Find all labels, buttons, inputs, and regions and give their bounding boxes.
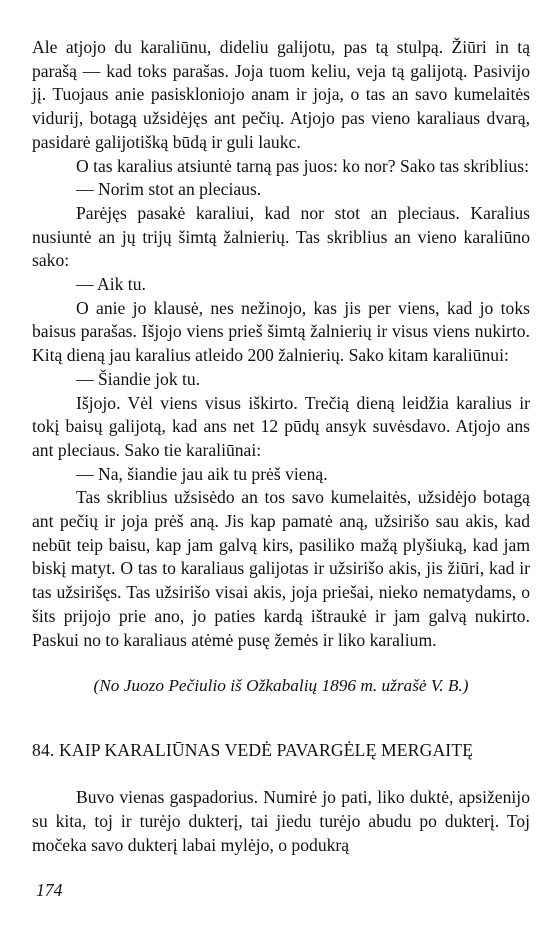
paragraph: O anie jo klausė, nes nežinojo, kas jis per viens, kad jo toks baisus parašas. Išjojo viens prieš šimtą žalnierių ir visus viens nukirto. Kitą dieną jau karalius atleido 200 žalnierių. Sako kitam karaliūnui: [32,297,530,366]
page-number: 174 [36,880,63,900]
dialogue-line: — Šiandie jok tu. [76,368,201,389]
paragraph: Buvo vienas gaspadorius. Numirė jo pati, liko duktė, apsiženijo su kita, toj ir turėjo dukterį, tai jiedu turėjo abudu po dukterį. Toj močeka savo dukterį labai mylėjo, o podukrą [32,787,530,855]
source-note: (No Juozo Pečiulio iš Ožkabalių 1896 m. užrašė V. B.) [93,676,469,696]
dialogue-line: — Na, šiandie jau aik tu prėš vieną. [76,463,328,484]
dialogue-line: — Aik tu. [76,274,146,295]
story-83-ending [32,36,530,652]
paragraph: Tas skriblius užsisėdo an tos savo kumelaitės, užsidėjo botagą ant pečių ir joja prėš aną. Jis kap pamatė aną, užsirišo sau akis, kad nebūt teip baisu, kap jam galvą kirs, pasiliko mažą plyšiuką, kad jam biskį matyt. O tas to karaliaus galijotas ir užsirišo akis, jis žiūri, kad ir tas užsirišęs. Tas užsirišo visai akis, joja priešai, nieko nematydams, o šits prijojo prie ano, jo paties kardą ištraukė ir jam galvą nukirto. Paskui no to karaliaus atėmė pusę žemės ir liko karalium. [32,487,530,650]
paragraph: Ale atjojo du karaliūnu, dideliu galijotu, pas tą stulpą. Žiūri in tą parašą — kad toks parašas. Joja tuom keliu, veja tą galijotą. Pasivijo jį. Tuojaus anie pasiskloniojo anam ir joja, o tas an savo kumelaitės vidurij, botagą užsidėjęs ant pečių. Atjojo pas vieno karaliaus dvarą, pasidarė galijotišką būdą ir guli laukc. [32,37,530,152]
paragraph: Parėjęs pasakė karaliui, kad nor stot an pleciaus. Karalius nusiuntė an jų trijų šimtą žalnierių. Tas skriblius an vieno karaliūno sako: [32,202,530,271]
paragraph: O tas karalius atsiuntė tarną pas juos: ko nor? Sako tas skriblius: [76,155,529,176]
story-heading: 84. KAIP KARALIŪNAS VEDĖ PAVARGĖLĘ MERGAITĘ [32,740,474,761]
dialogue-line: — Norim stot an pleciaus. [76,179,262,200]
story-84-start [32,786,530,857]
paragraph: Išjojo. Vėl viens visus iškirto. Trečią dieną leidžia karalius ir tokį baisų galijotą, kad ans net 12 pūdų ansyk suvėsdavo. Atjojo ans ant pleciaus. Sako tie karaliūnai: [32,392,530,460]
